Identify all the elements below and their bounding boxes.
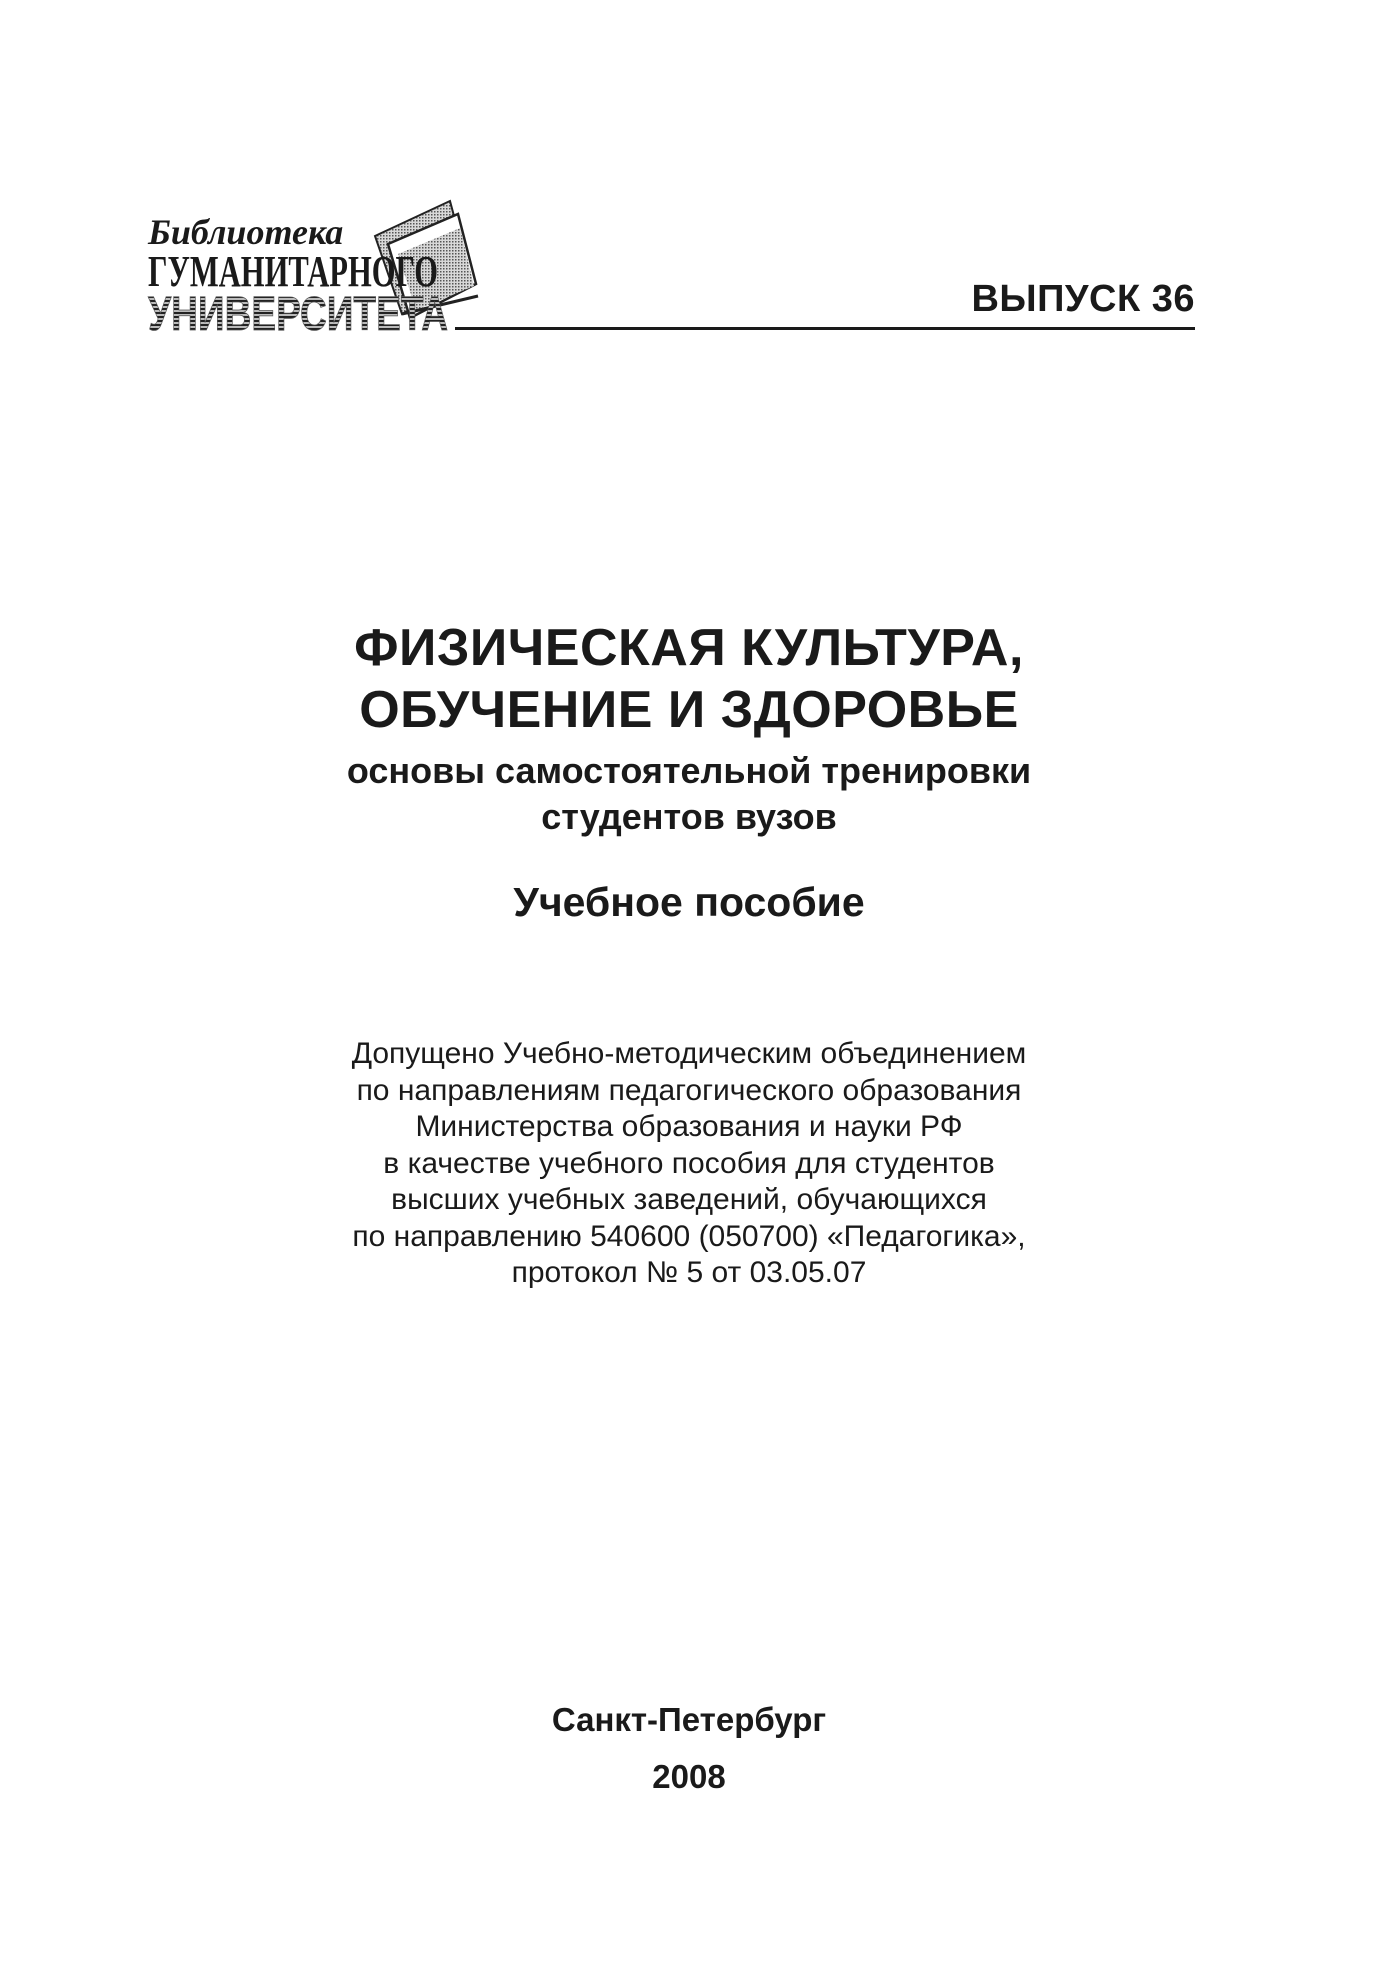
document-type: Учебное пособие [513, 879, 865, 925]
book-title-line-1: ФИЗИЧЕСКАЯ КУЛЬТУРА, [354, 619, 1024, 677]
book-subtitle-line-2: студентов вузов [541, 796, 837, 837]
logo-line-2: ГУМАНИТАРНОГО [148, 247, 438, 296]
book-subtitle-line-1: основы самостоятельной тренировки [346, 750, 1032, 791]
publication-city: Санкт-Петербург [551, 1701, 827, 1738]
approval-line: по направлению 540600 (050700) «Педагогика», [352, 1219, 1026, 1253]
approval-line: высших учебных заведений, обучающихся [391, 1183, 987, 1216]
approval-line: Министерства образования и науки РФ [415, 1110, 963, 1143]
logo-line-3: УНИВЕРСИТЕТА [148, 288, 448, 341]
approval-line: Допущено Учебно-методическим объединением [351, 1037, 1027, 1070]
logo-line-1: Библиотека [148, 212, 344, 252]
series-logo [140, 196, 510, 341]
series-issue-label: ВЫПУСК 36 [971, 278, 1195, 320]
approval-statement [0, 1036, 1378, 1292]
approval-line: в качестве учебного пособия для студентов [383, 1146, 995, 1180]
book-logo-icon [140, 196, 510, 341]
header-rule [455, 327, 1195, 330]
approval-line: протокол № 5 от 03.05.07 [511, 1256, 867, 1289]
book-title-line-2: ОБУЧЕНИЕ И ЗДОРОВЬЕ [359, 681, 1019, 739]
approval-line: по направлениям педагогического образования [356, 1073, 1022, 1107]
publication-year: 2008 [652, 1758, 726, 1795]
